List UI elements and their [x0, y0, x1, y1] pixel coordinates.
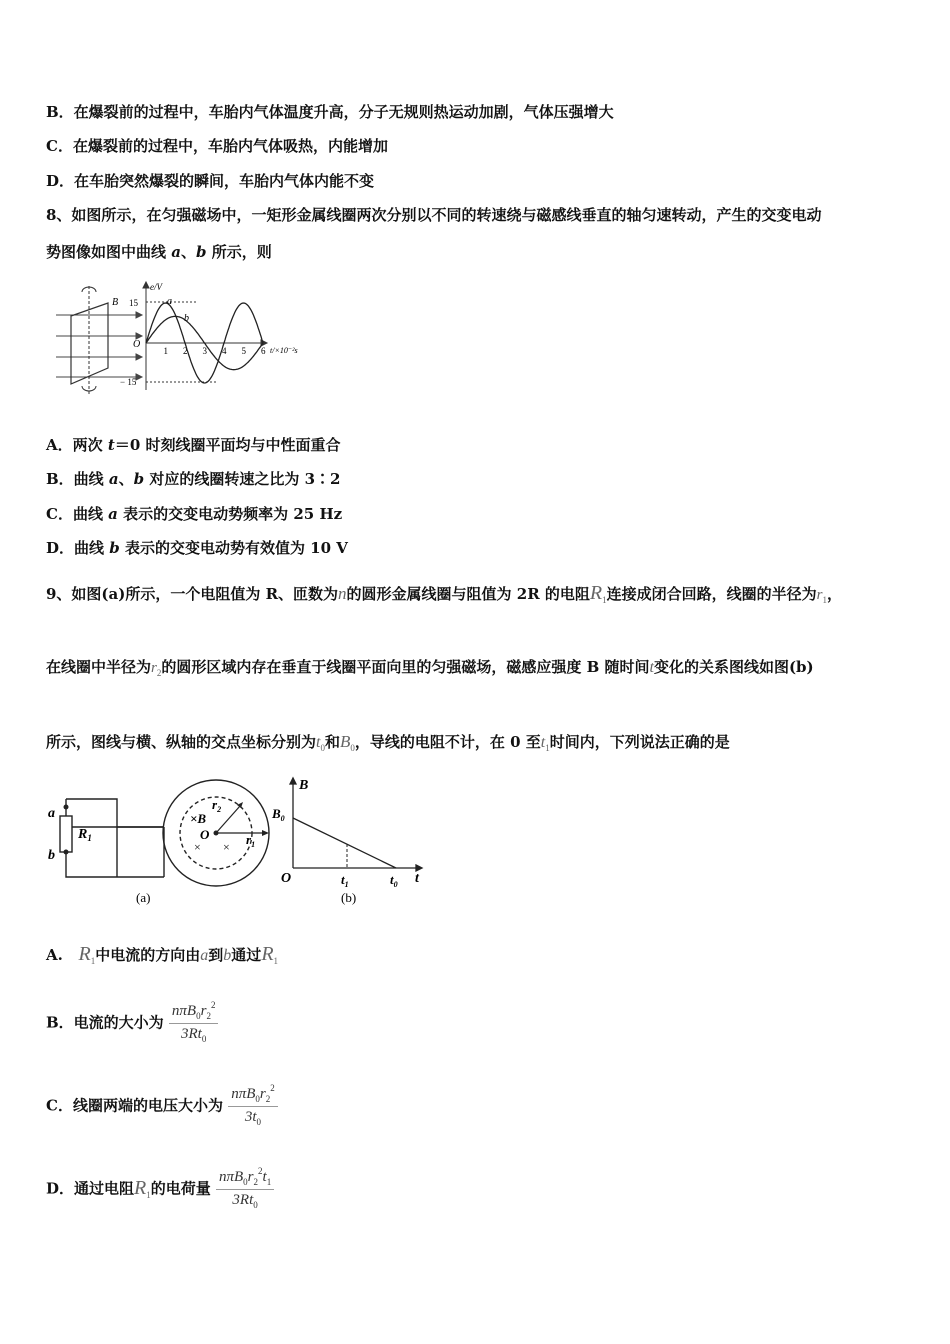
- graph-origin-label: O: [281, 871, 292, 886]
- x-tick-label: 6: [261, 346, 266, 356]
- q8-option-b: B．曲线 a、b 对应的线圈转速之比为 3∶2: [46, 470, 341, 488]
- resistor-label: $R_1$: [78, 827, 92, 843]
- q9-stem-line1: 9、如图(a)所示，一个电阻值为 R、匝数为n的圆形金属线圈与阻值为 2R 的电阻$R_1$连接成闭合回路，线圈的半径为$r_1$，: [46, 582, 842, 605]
- q8-stem-line1: 8、如图所示，在匀强磁场中，一矩形金属线圈两次分别以不同的转速绕与磁感线垂直的轴匀速转动，产生的交变电动: [46, 206, 822, 224]
- x-tick-label: 2: [183, 346, 188, 356]
- b0-label: $B_0$: [272, 806, 285, 823]
- axis-b-label: B: [299, 778, 309, 793]
- q8-option-d: D．曲线 b 表示的交变电动势有效值为 10 V: [46, 539, 348, 557]
- q7-option-d: D．在车胎突然爆裂的瞬间，车胎内气体内能不变: [46, 172, 375, 190]
- b-field-label: ×B: [190, 811, 207, 826]
- x-tick-label: 1: [163, 346, 168, 356]
- option-d-fraction: $\frac{n\pi B_0r_2^2t_1}{3Rt_0}$: [216, 1166, 274, 1210]
- option-c-fraction: $\frac{n\pi B_0r_2^2}{3t_0}$: [228, 1083, 278, 1127]
- q7-option-b: B．在爆裂前的过程中，车胎内气体温度升高，分子无规则热运动加剧，气体压强增大: [46, 103, 614, 121]
- q8-option-a: A．两次 t＝0 时刻线圈平面均与中性面重合: [46, 436, 341, 454]
- q9-stem-line2: 在线圈中半径为$r_2$的圆形区域内存在垂直于线圈平面向里的匀强磁场，磁感应强度 B 随时间t变化的关系图线如图(b): [46, 658, 814, 678]
- q7-option-c: C．在爆裂前的过程中，车胎内气体吸热，内能增加: [46, 137, 388, 155]
- q8-option-c: C．曲线 a 表示的交变电动势频率为 25 Hz: [46, 505, 343, 523]
- q9-option-a: A. $R_1$中电流的方向由a到b通过$R_1$: [46, 943, 279, 966]
- x-tick-label: 5: [241, 346, 246, 356]
- q8-figure: [46, 278, 316, 403]
- cross-2: ×: [223, 840, 230, 854]
- x-tick-label: 3: [202, 346, 207, 356]
- node-b-label: b: [48, 848, 55, 863]
- q9-stem-line3: 所示，图线与横、纵轴的交点坐标分别为$t_0$和$B_0$，导线的电阻不计，在 0 至$t_1$时间内，下列说法正确的是: [46, 732, 730, 753]
- caption-a: (a): [136, 890, 151, 905]
- origin-label: O: [133, 339, 141, 350]
- center-o-label: O: [200, 827, 210, 842]
- caption-b: (b): [341, 890, 357, 905]
- y-bottom-label: − 15: [120, 377, 137, 387]
- option-b-fraction: $\frac{n\pi B_0r_2^2}{3Rt_0}$: [169, 1000, 219, 1044]
- x-axis-label: t/×10⁻²s: [270, 346, 298, 355]
- q9-option-b: B．电流的大小为 $\frac{n\pi B_0r_2^2}{3Rt_0}$: [46, 1000, 218, 1044]
- q9-option-d: D．通过电阻$R_1$的电荷量 $\frac{n\pi B_0r_2^2t_1}{3Rt_0}$: [46, 1166, 274, 1210]
- y-top-label: 15: [129, 298, 138, 308]
- r1-label: $r_1$: [246, 832, 256, 849]
- axis-t-label: t: [415, 871, 419, 886]
- x-tick-label: 4: [222, 346, 227, 356]
- t1-label: $t_1$: [341, 872, 349, 889]
- cross-1: ×: [194, 840, 201, 854]
- q9-figure: [44, 772, 434, 912]
- y-axis-label: e/V: [150, 282, 162, 292]
- t0-label: $t_0$: [390, 872, 398, 889]
- field-label: B: [112, 297, 119, 308]
- r2-label: $r_2$: [212, 797, 222, 814]
- curve-a-label: a: [167, 296, 172, 307]
- node-a-label: a: [48, 806, 55, 821]
- q9-option-c: C．线圈两端的电压大小为 $\frac{n\pi B_0r_2^2}{3t_0}$: [46, 1083, 278, 1127]
- curve-b-label: b: [184, 313, 189, 324]
- q8-stem-line2: 势图像如图中曲线 a、b 所示，则: [46, 243, 272, 261]
